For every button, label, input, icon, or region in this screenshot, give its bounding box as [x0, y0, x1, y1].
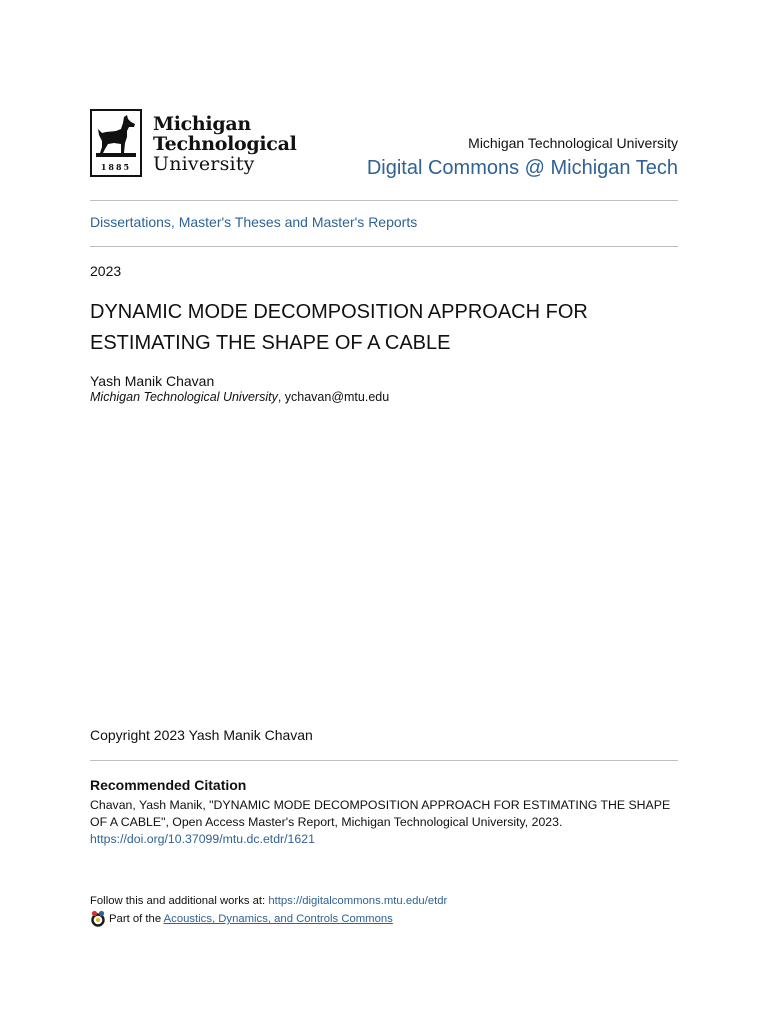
- follow-label: Follow this and additional works at:: [90, 895, 269, 907]
- divider: [90, 200, 678, 201]
- husky-emblem: [90, 109, 142, 177]
- partof-line: [90, 910, 393, 930]
- husky-icon: [94, 113, 138, 161]
- affiliation-name: Michigan Technological University: [90, 390, 278, 404]
- network-icon: [90, 910, 106, 928]
- logo-year: 1885: [100, 162, 132, 172]
- divider: [90, 246, 678, 247]
- logo-line-1: Michigan: [153, 113, 251, 135]
- divider: [90, 760, 678, 761]
- institution-name: Michigan Technological University: [468, 135, 678, 151]
- header-right: [367, 135, 678, 180]
- page: [90, 0, 678, 1024]
- follow-link[interactable]: https://digitalcommons.mtu.edu/etdr: [268, 895, 448, 907]
- commons-link[interactable]: Acoustics, Dynamics, and Controls Commons: [163, 912, 393, 925]
- logo-line-2: Technological: [153, 133, 297, 155]
- citation-heading: Recommended Citation: [90, 777, 247, 793]
- author-affiliation: [90, 390, 389, 404]
- university-logo[interactable]: [90, 108, 300, 182]
- collection-link[interactable]: Dissertations, Master's Theses and Master's Reports: [90, 214, 418, 230]
- logo-wordmark: [153, 114, 297, 174]
- document-title: DYNAMIC MODE DECOMPOSITION APPROACH FOR ESTIMATING THE SHAPE OF A CABLE: [90, 301, 588, 354]
- logo-line-3: University: [153, 153, 255, 175]
- author-name: Yash Manik Chavan: [90, 373, 215, 389]
- doi-link[interactable]: https://doi.org/10.37099/mtu.dc.etdr/1621: [90, 832, 315, 846]
- publication-year: 2023: [90, 263, 122, 279]
- header: [90, 108, 678, 184]
- follow-line: [90, 895, 447, 907]
- copyright-notice: Copyright 2023 Yash Manik Chavan: [90, 727, 313, 743]
- repository-link[interactable]: Digital Commons @ Michigan Tech: [366, 157, 678, 179]
- partof-label: Part of the: [109, 912, 164, 925]
- citation-text: Chavan, Yash Manik, "DYNAMIC MODE DECOMPOSITION APPROACH FOR ESTIMATING THE SHAPE OF A CABLE", Open Access Master's Report, Michigan Technological University, 2023.: [90, 798, 671, 829]
- author-email: , ychavan@mtu.edu: [277, 390, 390, 404]
